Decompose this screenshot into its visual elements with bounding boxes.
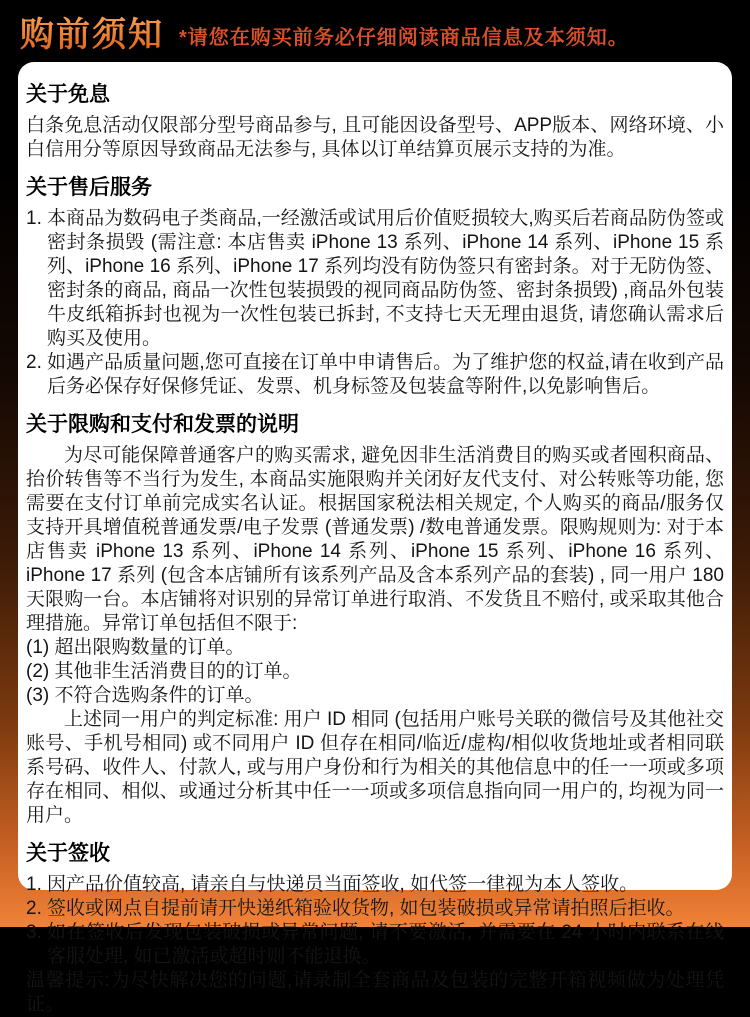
- page-title: 购前须知: [20, 7, 164, 56]
- list-item-number: 2.: [26, 898, 42, 919]
- notice-section-after-sales: [26, 175, 724, 399]
- notice-paragraph: (3) 不符合选购条件的订单。: [26, 685, 264, 706]
- section-heading: 关于售后服务: [26, 176, 152, 199]
- notice-list-item: [26, 351, 724, 399]
- list-item-text: 签收或网点自提前请开快递纸箱验收货物, 如包装破损或异常请拍照后拒收。: [47, 898, 685, 919]
- notice-list-item: [26, 897, 724, 921]
- list-item-number: 1.: [26, 874, 42, 895]
- header-warning-text: *请您在购买前务必仔细阅读商品信息及本须知。: [179, 26, 629, 49]
- notice-header: [0, 0, 750, 62]
- notice-section-sign-receipt: [26, 841, 724, 1017]
- notice-paragraph: (2) 其他非生活消费目的的订单。: [26, 661, 302, 682]
- list-item-number: 2.: [26, 352, 42, 373]
- notice-paragraph: 白条免息活动仅限部分型号商品参与, 且可能因设备型号、APP版本、网络环境、小白信用分等原因导致商品无法参与, 具体以订单结算页展示支持的为准。: [26, 115, 724, 160]
- list-item-text: 如遇产品质量问题,您可直接在订单中申请售后。为了维护您的权益,请在收到产品后务必保存好保修凭证、发票、机身标签及包装盒等附件,以免影响售后。: [47, 352, 724, 397]
- notice-section-purchase-limit-payment-invoice: [26, 412, 724, 828]
- list-item-text: 因产品价值较高, 请亲自与快递员当面签收, 如代签一律视为本人签收。: [47, 874, 639, 895]
- section-heading: 关于免息: [26, 83, 110, 106]
- list-item-text: 如在签收后发现包装破损或异常问题, 请不要激活, 并需要在 24 小时内联系在线客服处理, 如已激活或超时则不能退换。: [47, 922, 724, 967]
- list-item-text: 本商品为数码电子类商品,一经激活或试用后价值贬损较大,购买后若商品防伪签或密封条损毁 (需注意: 本店售卖 iPhone 13 系列、iPhone 14 系列、iPhone 15 系列、iPhone 16 系列、iPhone 17 系列均没有防伪签只有密封条。对于无防伪签、密封条的商品, 商品一次性包装损毁的视同商品防伪签、密封条损毁) ,商品外包装牛皮纸箱拆封也视为一次性包装已拆封, 不支持七天无理由退货, 请您确认需求后购买及使用。: [47, 208, 724, 349]
- notice-section-interest-free: [26, 82, 724, 162]
- notice-paragraph: 上述同一用户的判定标准: 用户 ID 相同 (包括用户账号关联的微信号及其他社交账号、手机号相同) 或不同用户 ID 但存在相同/临近/虚构/相似收货地址或者相同联系号码、收件人、付款人, 或与用户身份和行为相关的其他信息中的任一一项或多项存在相同、相似、或通过分析其中任一一项或多项信息指向同一用户的, 均视为同一用户。: [26, 709, 724, 826]
- section-heading: 关于限购和支付和发票的说明: [26, 413, 299, 436]
- list-item-number: 1.: [26, 208, 42, 229]
- notice-card: [18, 62, 732, 1015]
- notice-list-item: [26, 921, 724, 969]
- notice-paragraph: (1) 超出限购数量的订单。: [26, 637, 245, 658]
- notice-list-item: [26, 207, 724, 351]
- notice-list-item: [26, 873, 724, 897]
- section-heading: 关于签收: [26, 842, 110, 865]
- notice-paragraph: 温馨提示:为尽快解决您的问题,请录制全套商品及包装的完整开箱视频做为处理凭证。: [26, 970, 724, 1015]
- notice-paragraph: 为尽可能保障普通客户的购买需求, 避免因非生活消费目的购买或者囤积商品、抬价转售等不当行为发生, 本商品实施限购并关闭好友代支付、对公转账等功能, 您需要在支付订单前完成实名认证。根据国家税法相关规定, 个人购买的商品/服务仅支持开具增值税普通发票/电子发票 (普通发票) /数电普通发票。限购规则为: 对于本店售卖 iPhone 13 系列、iPhone 14 系列、iPhone 15 系列、iPhone 16 系列、iPhone 17 系列 (包含本店铺所有该系列产品及含本系列产品的套装) , 同一用户 180 天限购一台。本店铺将对识别的异常订单进行取消、不发货且不赔付, 或采取其他合理措施。异常订单包括但不限于:: [26, 445, 724, 634]
- list-item-number: 3.: [26, 922, 42, 943]
